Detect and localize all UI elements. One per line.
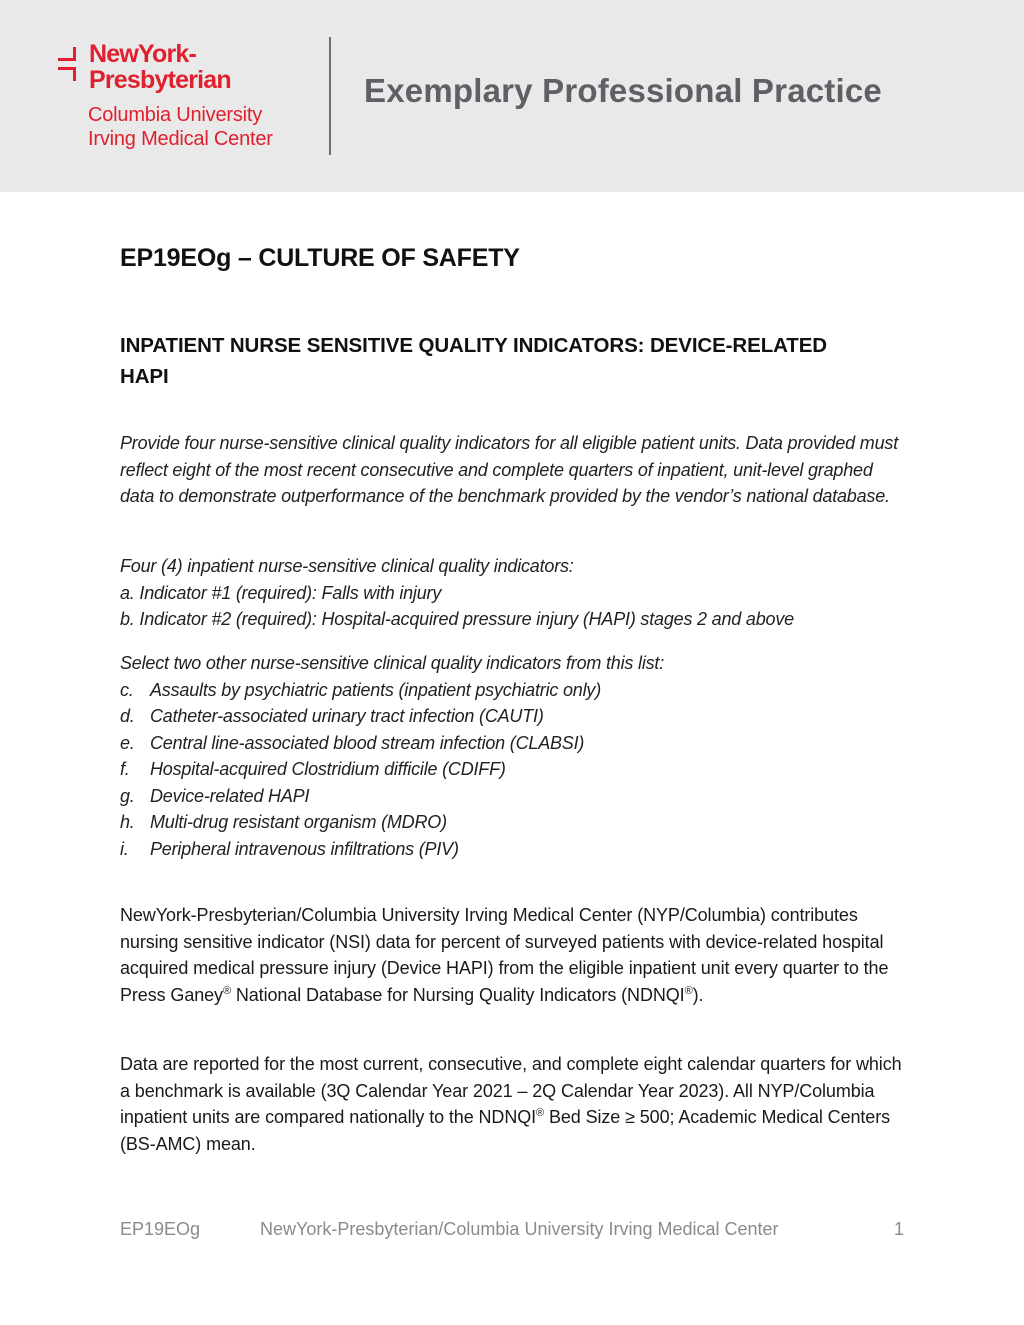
list-item [120,730,910,757]
list-letter: c. [120,679,134,700]
page-header [0,0,1024,192]
list-text: Peripheral intravenous infiltrations (PIV) [150,838,459,859]
list-text: Device-related HAPI [150,785,310,806]
registered-mark: ® [222,984,231,997]
body-paragraph-contribution [120,902,910,1008]
logo-text-line1: NewYork- [89,40,197,68]
list-item [120,756,910,783]
list-item [120,703,910,730]
nyp-logo [58,40,318,160]
logo-text-line2: Presbyterian [89,66,231,94]
page-footer [120,1219,910,1243]
list-item [120,677,910,704]
required-item: b. Indicator #2 (required): Hospital-acquired pressure injury (HAPI) stages 2 and above [120,609,794,629]
select-intro: Select two other nurse-sensitive clinical quality indicators from this list: [120,653,665,673]
list-text: Central line-associated blood stream infection (CLABSI) [150,732,585,753]
page-number: 1 [894,1219,905,1239]
logo-text-line4: Irving Medical Center [88,128,273,150]
body-paragraph-reporting [120,1051,910,1157]
header-divider [329,37,331,155]
registered-mark: ® [684,984,693,997]
list-item [120,809,910,836]
list-letter: g. [120,785,135,806]
required-indicators [120,553,910,633]
list-text: Catheter-associated urinary tract infection (CAUTI) [150,706,544,726]
list-letter: d. [120,706,135,726]
optional-indicators [120,650,910,862]
logo-text-line3: Columbia University [88,104,263,126]
body-text: ). [692,984,704,1005]
footer-doc-id: EP19EOg [120,1219,201,1239]
list-letter: i. [120,838,129,859]
logo-bracket-icon [58,45,82,85]
body-text: National Database for Nursing Quality Indicators (NDNQI [230,984,685,1005]
list-item [120,783,910,810]
list-text: Assaults by psychiatric patients (inpatient psychiatric only) [150,679,602,700]
document-title: EP19EOg – CULTURE OF SAFETY [120,244,520,272]
list-letter: e. [120,732,135,753]
list-text: Hospital-acquired Clostridium difficile (CDIFF) [150,759,506,779]
list-letter: h. [120,812,135,832]
body-text: NewYork-Presbyterian/Columbia University Irving Medical Center (NYP/Columbia) contributes nursing sensitive indicator (NSI) data for percent of surveyed patients with device-related hospital acquired medical pressure injury (Device HAPI) from the eligible inpatient unit every quarter to the Press Ganey [120,905,889,1005]
list-letter: f. [120,759,130,779]
body-text: Bed Size ≥ 500; Academic Medical Centers (BS-AMC) mean. [120,1107,890,1154]
footer-organization: NewYork-Presbyterian/Columbia University Irving Medical Center [260,1219,779,1239]
list-text: Multi-drug resistant organism (MDRO) [150,812,447,832]
required-intro: Four (4) inpatient nurse-sensitive clinical quality indicators: [120,556,574,576]
header-title: Exemplary Professional Practice [364,72,882,109]
registered-mark: ® [536,1107,545,1119]
body-text: Data are reported for the most current, consecutive, and complete eight calendar quarters for which a benchmark is available (3Q Calendar Year 2021 – 2Q Calendar Year 2023). All NYP/Columbia inpatient units are compared nationally to the NDNQI [120,1054,902,1127]
section-title: INPATIENT NURSE SENSITIVE QUALITY INDICATORS: DEVICE-RELATED HAPI [120,334,827,388]
list-item [120,836,910,863]
instructions-paragraph: Provide four nurse-sensitive clinical quality indicators for all eligible patient units. Data provided must reflect eight of the most recent consecutive and complete quarters of inpatient, unit-level graphed data to demonstrate outperformance of the benchmark provided by the vendor’s national database. [120,433,898,506]
required-item: a. Indicator #1 (required): Falls with injury [120,582,442,603]
